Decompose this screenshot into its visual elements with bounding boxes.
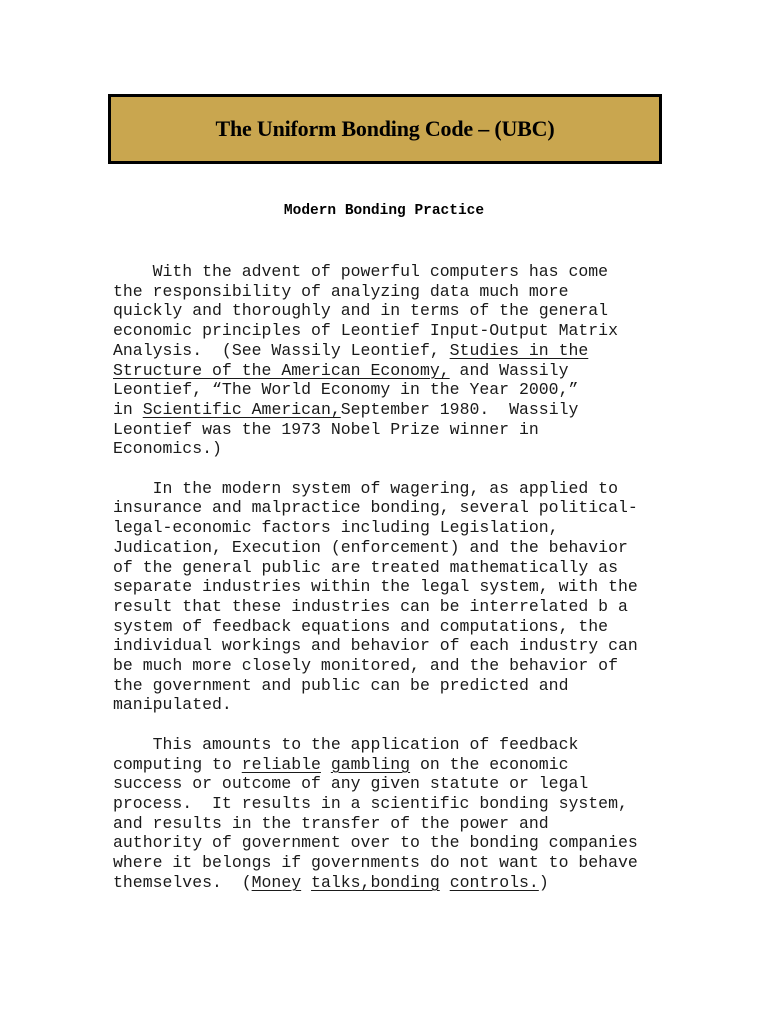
text-segment: separate industries within the legal system, with the [113,577,638,597]
text-segment: quickly and thoroughly and in terms of the general [113,301,609,321]
text-segment: result that these industries can be interrelated b a [113,596,628,616]
text-line [113,558,673,578]
text-segment: individual workings and behavior of each industry can [113,636,638,656]
text-line [113,873,673,893]
document-body [113,262,673,912]
text-segment: Leontief was the 1973 Nobel Prize winner in [113,419,539,439]
text-line [113,814,673,834]
text-line [113,380,673,400]
underlined-text: reliable [241,754,321,774]
text-line [113,301,673,321]
text-line [113,656,673,676]
text-line [113,794,673,814]
text-segment: ) [538,872,549,892]
text-segment: September 1980. Wassily [340,399,579,419]
text-segment: With the advent of powerful computers has come [113,262,609,281]
text-line [113,420,673,440]
text-line [113,695,673,715]
underlined-text: Studies in the [449,340,589,360]
text-line [113,833,673,853]
body-paragraph [113,735,673,893]
text-segment [440,873,450,892]
text-segment: of the general public are treated mathematically as [113,557,618,577]
text-segment: in [113,399,143,419]
text-segment [301,873,311,892]
text-line [113,538,673,558]
text-line [113,755,673,775]
text-line [113,361,673,381]
text-segment: insurance and malpractice bonding, several political- [113,498,638,518]
body-paragraph [113,262,673,459]
text-line [113,597,673,617]
text-segment: and Wassily [449,360,569,380]
text-segment: This amounts to the application of feedback [113,734,579,754]
text-segment: the government and public can be predicted and [113,675,569,695]
text-line [113,400,673,420]
text-line [113,774,673,794]
text-segment: system of feedback equations and computations, the [113,616,609,636]
text-segment: Analysis. (See Wassily Leontief, [113,340,450,360]
text-line [113,676,673,696]
text-segment: themselves. ( [113,872,252,892]
text-line [113,282,673,302]
text-line [113,479,673,499]
text-segment [321,755,331,774]
section-heading: Modern Bonding Practice [283,203,485,219]
text-segment: economic principles of Leontief Input-Output Matrix [113,321,618,341]
text-segment: where it belongs if governments do not want to behave [113,853,638,873]
text-line [113,636,673,656]
text-segment: process. It results in a scientific bonding system, [113,793,628,813]
text-segment: the responsibility of analyzing data much more [113,281,569,301]
document-title: The Uniform Bonding Code – (UBC) [215,116,555,141]
text-line [113,321,673,341]
text-line [113,262,673,282]
text-segment: and results in the transfer of the power and [113,813,549,833]
underlined-text: gambling [330,754,411,774]
text-segment: Judication, Execution (enforcement) and the behavior [113,537,628,557]
text-segment: Leontief, “The World Economy in the Year 2000,” [113,380,579,400]
text-line [113,735,673,755]
text-segment: manipulated. [113,695,232,715]
text-line [113,341,673,361]
text-line [113,617,673,637]
text-segment: be much more closely monitored, and the behavior of [113,656,618,676]
text-line [113,498,673,518]
text-line [113,439,673,459]
text-segment: authority of government over to the bonding companies [113,833,638,853]
title-banner [108,94,662,164]
text-segment: legal-economic factors including Legislation, [113,518,559,538]
text-segment: on the economic [410,754,569,774]
underlined-text: talks,bonding [311,872,440,892]
text-segment: success or outcome of any given statute or legal [113,774,589,794]
text-segment: computing to [113,754,242,774]
underlined-text: Scientific American, [142,399,341,419]
underlined-text: Structure of the American Economy, [113,360,450,380]
text-line [113,853,673,873]
text-line [113,518,673,538]
body-paragraph [113,479,673,715]
text-segment: In the modern system of wagering, as applied to [113,478,618,498]
text-line [113,577,673,597]
underlined-text: Money [251,872,302,892]
text-segment: Economics.) [113,439,222,459]
underlined-text: controls. [449,872,539,892]
